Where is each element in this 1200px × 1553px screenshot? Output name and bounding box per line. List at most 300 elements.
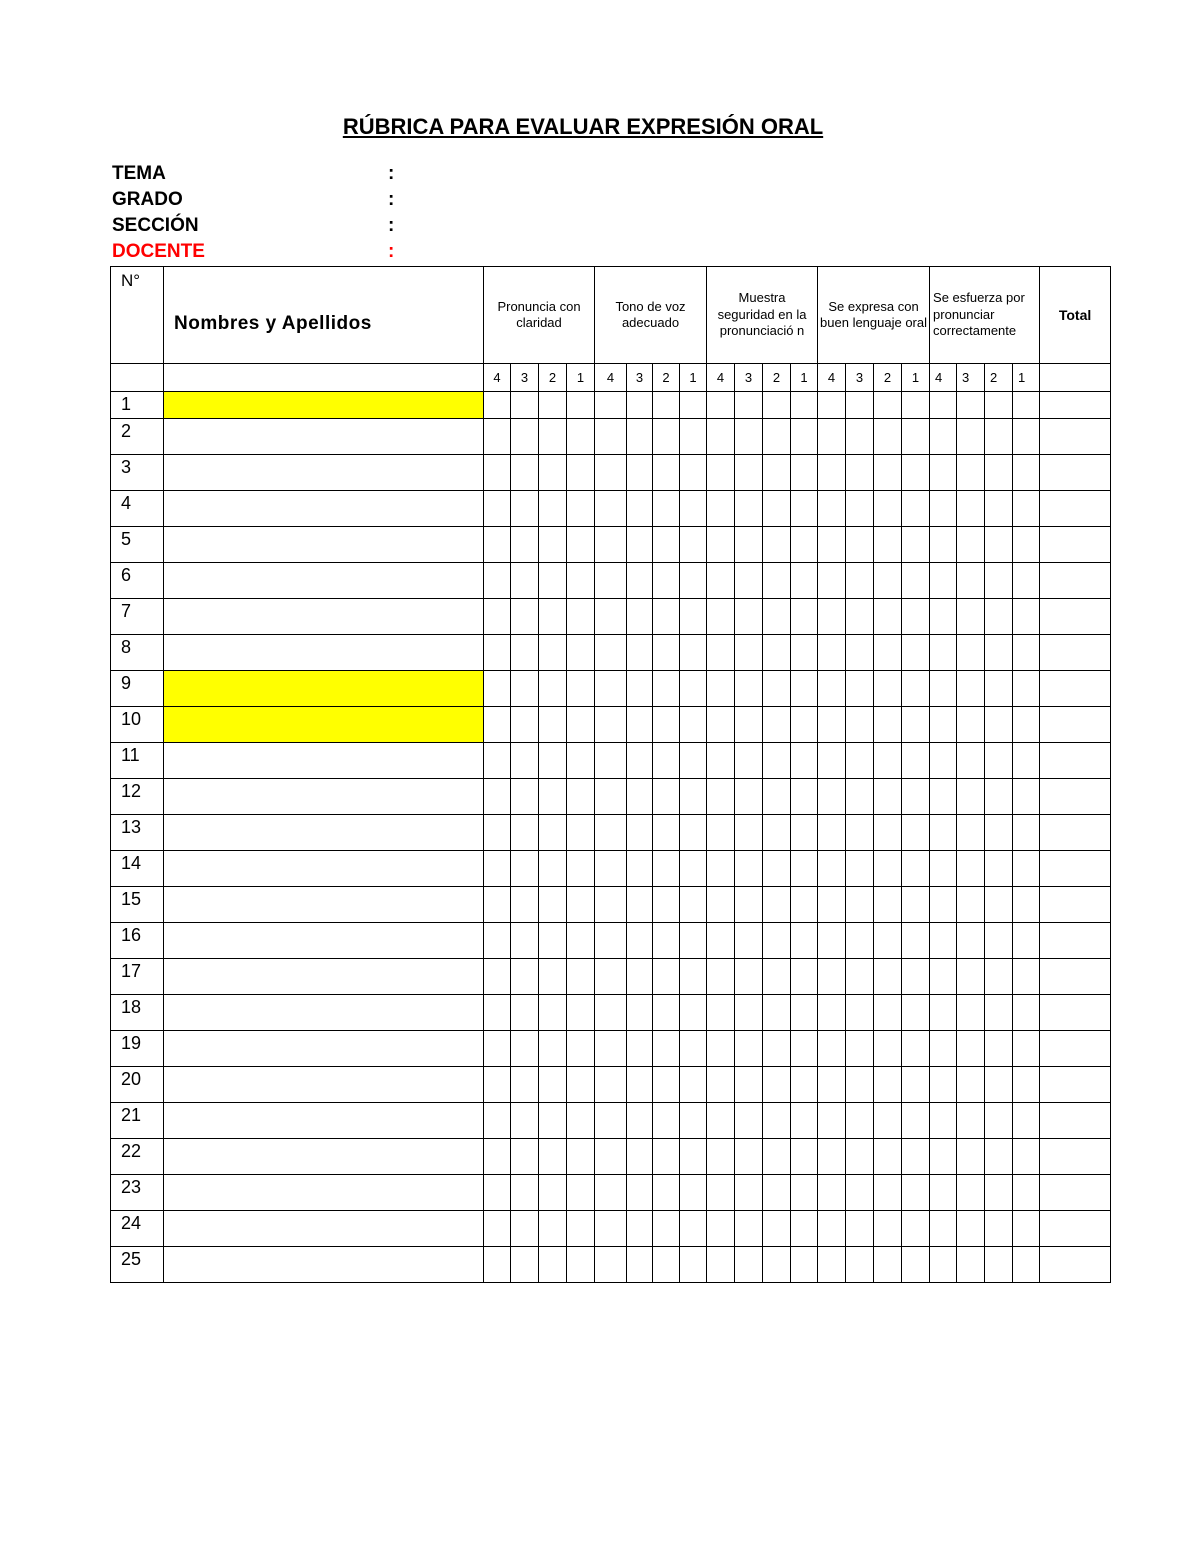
score-cell[interactable] <box>902 419 930 455</box>
student-name-cell[interactable] <box>164 527 484 563</box>
score-cell[interactable] <box>511 527 539 563</box>
score-cell[interactable] <box>680 1067 707 1103</box>
score-cell[interactable] <box>627 671 653 707</box>
score-cell[interactable] <box>707 743 735 779</box>
score-cell[interactable] <box>539 887 567 923</box>
score-cell[interactable] <box>1013 959 1040 995</box>
student-name-cell[interactable] <box>164 635 484 671</box>
score-cell[interactable] <box>763 527 791 563</box>
score-cell[interactable] <box>653 392 680 419</box>
score-cell[interactable] <box>763 1175 791 1211</box>
score-cell[interactable] <box>595 671 627 707</box>
score-cell[interactable] <box>763 995 791 1031</box>
score-cell[interactable] <box>763 491 791 527</box>
score-cell[interactable] <box>511 1103 539 1139</box>
score-cell[interactable] <box>511 887 539 923</box>
score-cell[interactable] <box>735 527 763 563</box>
score-cell[interactable] <box>653 563 680 599</box>
student-name-cell[interactable] <box>164 743 484 779</box>
score-cell[interactable] <box>735 419 763 455</box>
score-cell[interactable] <box>957 1139 985 1175</box>
score-cell[interactable] <box>902 1211 930 1247</box>
score-cell[interactable] <box>1013 815 1040 851</box>
score-cell[interactable] <box>930 1067 957 1103</box>
student-name-cell[interactable] <box>164 707 484 743</box>
score-cell[interactable] <box>957 635 985 671</box>
score-cell[interactable] <box>707 392 735 419</box>
student-name-cell[interactable] <box>164 1031 484 1067</box>
score-cell[interactable] <box>595 851 627 887</box>
score-cell[interactable] <box>1013 923 1040 959</box>
score-cell[interactable] <box>874 1175 902 1211</box>
score-cell[interactable] <box>539 959 567 995</box>
score-cell[interactable] <box>763 563 791 599</box>
score-cell[interactable] <box>511 1067 539 1103</box>
score-cell[interactable] <box>791 1067 818 1103</box>
score-cell[interactable] <box>1013 599 1040 635</box>
score-cell[interactable] <box>874 455 902 491</box>
score-cell[interactable] <box>902 959 930 995</box>
score-cell[interactable] <box>763 707 791 743</box>
score-cell[interactable] <box>680 527 707 563</box>
score-cell[interactable] <box>846 563 874 599</box>
score-cell[interactable] <box>627 563 653 599</box>
score-cell[interactable] <box>957 1211 985 1247</box>
score-cell[interactable] <box>653 1139 680 1175</box>
score-cell[interactable] <box>985 491 1013 527</box>
student-name-cell[interactable] <box>164 392 484 419</box>
score-cell[interactable] <box>957 1031 985 1067</box>
score-cell[interactable] <box>539 455 567 491</box>
score-cell[interactable] <box>818 1211 846 1247</box>
score-cell[interactable] <box>511 743 539 779</box>
score-cell[interactable] <box>874 779 902 815</box>
score-cell[interactable] <box>791 995 818 1031</box>
score-cell[interactable] <box>1013 527 1040 563</box>
score-cell[interactable] <box>874 1031 902 1067</box>
score-cell[interactable] <box>567 491 595 527</box>
student-name-cell[interactable] <box>164 455 484 491</box>
score-cell[interactable] <box>902 995 930 1031</box>
total-cell[interactable] <box>1040 1067 1111 1103</box>
score-cell[interactable] <box>735 392 763 419</box>
score-cell[interactable] <box>902 887 930 923</box>
score-cell[interactable] <box>985 1247 1013 1283</box>
score-cell[interactable] <box>539 1067 567 1103</box>
score-cell[interactable] <box>902 563 930 599</box>
score-cell[interactable] <box>653 815 680 851</box>
score-cell[interactable] <box>874 599 902 635</box>
score-cell[interactable] <box>567 743 595 779</box>
score-cell[interactable] <box>511 1139 539 1175</box>
score-cell[interactable] <box>874 671 902 707</box>
score-cell[interactable] <box>763 1139 791 1175</box>
total-cell[interactable] <box>1040 671 1111 707</box>
score-cell[interactable] <box>595 527 627 563</box>
score-cell[interactable] <box>957 851 985 887</box>
score-cell[interactable] <box>735 851 763 887</box>
score-cell[interactable] <box>484 1211 511 1247</box>
score-cell[interactable] <box>567 1211 595 1247</box>
score-cell[interactable] <box>985 455 1013 491</box>
score-cell[interactable] <box>484 923 511 959</box>
score-cell[interactable] <box>1013 707 1040 743</box>
score-cell[interactable] <box>1013 419 1040 455</box>
score-cell[interactable] <box>791 419 818 455</box>
score-cell[interactable] <box>957 392 985 419</box>
score-cell[interactable] <box>930 455 957 491</box>
score-cell[interactable] <box>930 563 957 599</box>
score-cell[interactable] <box>680 419 707 455</box>
score-cell[interactable] <box>735 887 763 923</box>
score-cell[interactable] <box>595 743 627 779</box>
score-cell[interactable] <box>846 959 874 995</box>
total-cell[interactable] <box>1040 563 1111 599</box>
score-cell[interactable] <box>595 1211 627 1247</box>
score-cell[interactable] <box>707 1247 735 1283</box>
score-cell[interactable] <box>874 1247 902 1283</box>
score-cell[interactable] <box>1013 1247 1040 1283</box>
student-name-cell[interactable] <box>164 563 484 599</box>
score-cell[interactable] <box>735 923 763 959</box>
score-cell[interactable] <box>539 995 567 1031</box>
score-cell[interactable] <box>680 1103 707 1139</box>
student-name-cell[interactable] <box>164 1067 484 1103</box>
score-cell[interactable] <box>627 1031 653 1067</box>
score-cell[interactable] <box>595 815 627 851</box>
score-cell[interactable] <box>539 635 567 671</box>
score-cell[interactable] <box>680 1175 707 1211</box>
score-cell[interactable] <box>1013 1067 1040 1103</box>
score-cell[interactable] <box>707 491 735 527</box>
score-cell[interactable] <box>874 1139 902 1175</box>
score-cell[interactable] <box>1013 995 1040 1031</box>
score-cell[interactable] <box>957 419 985 455</box>
score-cell[interactable] <box>680 959 707 995</box>
score-cell[interactable] <box>595 779 627 815</box>
score-cell[interactable] <box>763 1031 791 1067</box>
score-cell[interactable] <box>791 491 818 527</box>
score-cell[interactable] <box>627 1103 653 1139</box>
score-cell[interactable] <box>595 392 627 419</box>
score-cell[interactable] <box>595 1139 627 1175</box>
score-cell[interactable] <box>791 923 818 959</box>
student-name-cell[interactable] <box>164 1211 484 1247</box>
score-cell[interactable] <box>653 1067 680 1103</box>
score-cell[interactable] <box>511 779 539 815</box>
score-cell[interactable] <box>567 923 595 959</box>
score-cell[interactable] <box>627 1211 653 1247</box>
score-cell[interactable] <box>539 707 567 743</box>
score-cell[interactable] <box>930 1103 957 1139</box>
score-cell[interactable] <box>627 851 653 887</box>
score-cell[interactable] <box>653 671 680 707</box>
score-cell[interactable] <box>957 887 985 923</box>
student-name-cell[interactable] <box>164 599 484 635</box>
score-cell[interactable] <box>567 419 595 455</box>
score-cell[interactable] <box>902 491 930 527</box>
total-cell[interactable] <box>1040 527 1111 563</box>
score-cell[interactable] <box>653 923 680 959</box>
score-cell[interactable] <box>874 923 902 959</box>
score-cell[interactable] <box>818 1031 846 1067</box>
score-cell[interactable] <box>653 959 680 995</box>
score-cell[interactable] <box>653 635 680 671</box>
score-cell[interactable] <box>957 1247 985 1283</box>
score-cell[interactable] <box>846 491 874 527</box>
score-cell[interactable] <box>791 1211 818 1247</box>
score-cell[interactable] <box>735 671 763 707</box>
score-cell[interactable] <box>484 743 511 779</box>
score-cell[interactable] <box>1013 635 1040 671</box>
score-cell[interactable] <box>484 1067 511 1103</box>
score-cell[interactable] <box>484 419 511 455</box>
score-cell[interactable] <box>763 1211 791 1247</box>
score-cell[interactable] <box>902 527 930 563</box>
score-cell[interactable] <box>484 491 511 527</box>
score-cell[interactable] <box>874 887 902 923</box>
total-cell[interactable] <box>1040 1211 1111 1247</box>
score-cell[interactable] <box>539 851 567 887</box>
score-cell[interactable] <box>511 959 539 995</box>
score-cell[interactable] <box>846 419 874 455</box>
score-cell[interactable] <box>791 851 818 887</box>
student-name-cell[interactable] <box>164 491 484 527</box>
score-cell[interactable] <box>567 392 595 419</box>
score-cell[interactable] <box>930 1139 957 1175</box>
score-cell[interactable] <box>957 815 985 851</box>
score-cell[interactable] <box>511 563 539 599</box>
score-cell[interactable] <box>627 743 653 779</box>
score-cell[interactable] <box>707 1067 735 1103</box>
score-cell[interactable] <box>735 1031 763 1067</box>
score-cell[interactable] <box>930 635 957 671</box>
score-cell[interactable] <box>791 1031 818 1067</box>
score-cell[interactable] <box>511 392 539 419</box>
score-cell[interactable] <box>791 455 818 491</box>
score-cell[interactable] <box>985 1067 1013 1103</box>
score-cell[interactable] <box>985 392 1013 419</box>
score-cell[interactable] <box>930 995 957 1031</box>
score-cell[interactable] <box>818 779 846 815</box>
score-cell[interactable] <box>511 1175 539 1211</box>
score-cell[interactable] <box>985 707 1013 743</box>
score-cell[interactable] <box>902 851 930 887</box>
score-cell[interactable] <box>818 959 846 995</box>
score-cell[interactable] <box>567 527 595 563</box>
score-cell[interactable] <box>627 491 653 527</box>
total-cell[interactable] <box>1040 923 1111 959</box>
score-cell[interactable] <box>985 635 1013 671</box>
score-cell[interactable] <box>1013 1103 1040 1139</box>
score-cell[interactable] <box>1013 779 1040 815</box>
total-cell[interactable] <box>1040 455 1111 491</box>
student-name-cell[interactable] <box>164 995 484 1031</box>
score-cell[interactable] <box>930 815 957 851</box>
score-cell[interactable] <box>818 1139 846 1175</box>
score-cell[interactable] <box>957 1067 985 1103</box>
score-cell[interactable] <box>595 887 627 923</box>
total-cell[interactable] <box>1040 491 1111 527</box>
score-cell[interactable] <box>735 815 763 851</box>
score-cell[interactable] <box>735 599 763 635</box>
score-cell[interactable] <box>763 1067 791 1103</box>
score-cell[interactable] <box>735 1211 763 1247</box>
score-cell[interactable] <box>653 1247 680 1283</box>
score-cell[interactable] <box>791 959 818 995</box>
score-cell[interactable] <box>874 743 902 779</box>
score-cell[interactable] <box>653 491 680 527</box>
score-cell[interactable] <box>818 743 846 779</box>
score-cell[interactable] <box>902 1139 930 1175</box>
score-cell[interactable] <box>985 959 1013 995</box>
score-cell[interactable] <box>567 815 595 851</box>
score-cell[interactable] <box>680 815 707 851</box>
score-cell[interactable] <box>985 1175 1013 1211</box>
score-cell[interactable] <box>763 1103 791 1139</box>
score-cell[interactable] <box>846 1139 874 1175</box>
total-cell[interactable] <box>1040 392 1111 419</box>
student-name-cell[interactable] <box>164 1175 484 1211</box>
score-cell[interactable] <box>930 599 957 635</box>
score-cell[interactable] <box>846 995 874 1031</box>
score-cell[interactable] <box>627 1175 653 1211</box>
score-cell[interactable] <box>735 635 763 671</box>
score-cell[interactable] <box>791 635 818 671</box>
score-cell[interactable] <box>567 995 595 1031</box>
score-cell[interactable] <box>567 1067 595 1103</box>
score-cell[interactable] <box>818 1175 846 1211</box>
total-cell[interactable] <box>1040 887 1111 923</box>
score-cell[interactable] <box>930 1247 957 1283</box>
score-cell[interactable] <box>511 671 539 707</box>
score-cell[interactable] <box>763 635 791 671</box>
score-cell[interactable] <box>957 563 985 599</box>
score-cell[interactable] <box>484 995 511 1031</box>
score-cell[interactable] <box>707 635 735 671</box>
score-cell[interactable] <box>539 779 567 815</box>
score-cell[interactable] <box>735 1139 763 1175</box>
score-cell[interactable] <box>957 1103 985 1139</box>
score-cell[interactable] <box>902 635 930 671</box>
score-cell[interactable] <box>791 563 818 599</box>
score-cell[interactable] <box>653 851 680 887</box>
score-cell[interactable] <box>680 851 707 887</box>
score-cell[interactable] <box>874 815 902 851</box>
score-cell[interactable] <box>818 635 846 671</box>
score-cell[interactable] <box>930 419 957 455</box>
score-cell[interactable] <box>680 995 707 1031</box>
score-cell[interactable] <box>1013 887 1040 923</box>
score-cell[interactable] <box>791 527 818 563</box>
score-cell[interactable] <box>1013 743 1040 779</box>
score-cell[interactable] <box>680 779 707 815</box>
score-cell[interactable] <box>539 923 567 959</box>
student-name-cell[interactable] <box>164 851 484 887</box>
score-cell[interactable] <box>735 1247 763 1283</box>
student-name-cell[interactable] <box>164 959 484 995</box>
score-cell[interactable] <box>846 1247 874 1283</box>
score-cell[interactable] <box>627 1247 653 1283</box>
score-cell[interactable] <box>874 563 902 599</box>
total-cell[interactable] <box>1040 1247 1111 1283</box>
score-cell[interactable] <box>902 707 930 743</box>
score-cell[interactable] <box>511 815 539 851</box>
score-cell[interactable] <box>539 392 567 419</box>
score-cell[interactable] <box>707 959 735 995</box>
total-cell[interactable] <box>1040 815 1111 851</box>
score-cell[interactable] <box>511 599 539 635</box>
score-cell[interactable] <box>680 455 707 491</box>
score-cell[interactable] <box>627 959 653 995</box>
score-cell[interactable] <box>874 1067 902 1103</box>
score-cell[interactable] <box>511 1211 539 1247</box>
score-cell[interactable] <box>653 1175 680 1211</box>
score-cell[interactable] <box>707 527 735 563</box>
score-cell[interactable] <box>567 1103 595 1139</box>
score-cell[interactable] <box>791 1103 818 1139</box>
score-cell[interactable] <box>484 392 511 419</box>
score-cell[interactable] <box>930 671 957 707</box>
score-cell[interactable] <box>567 851 595 887</box>
student-name-cell[interactable] <box>164 815 484 851</box>
score-cell[interactable] <box>567 455 595 491</box>
score-cell[interactable] <box>957 599 985 635</box>
score-cell[interactable] <box>985 1031 1013 1067</box>
score-cell[interactable] <box>680 635 707 671</box>
score-cell[interactable] <box>484 779 511 815</box>
score-cell[interactable] <box>511 851 539 887</box>
score-cell[interactable] <box>735 707 763 743</box>
score-cell[interactable] <box>818 707 846 743</box>
score-cell[interactable] <box>957 995 985 1031</box>
score-cell[interactable] <box>930 851 957 887</box>
score-cell[interactable] <box>707 671 735 707</box>
score-cell[interactable] <box>874 851 902 887</box>
score-cell[interactable] <box>791 392 818 419</box>
score-cell[interactable] <box>539 1139 567 1175</box>
total-cell[interactable] <box>1040 599 1111 635</box>
student-name-cell[interactable] <box>164 887 484 923</box>
score-cell[interactable] <box>707 851 735 887</box>
score-cell[interactable] <box>818 887 846 923</box>
score-cell[interactable] <box>957 491 985 527</box>
score-cell[interactable] <box>902 392 930 419</box>
score-cell[interactable] <box>874 959 902 995</box>
score-cell[interactable] <box>707 1031 735 1067</box>
score-cell[interactable] <box>595 1067 627 1103</box>
score-cell[interactable] <box>680 563 707 599</box>
score-cell[interactable] <box>846 707 874 743</box>
score-cell[interactable] <box>484 1247 511 1283</box>
score-cell[interactable] <box>985 563 1013 599</box>
score-cell[interactable] <box>653 1031 680 1067</box>
score-cell[interactable] <box>484 1139 511 1175</box>
score-cell[interactable] <box>707 455 735 491</box>
score-cell[interactable] <box>627 419 653 455</box>
score-cell[interactable] <box>539 1211 567 1247</box>
score-cell[interactable] <box>874 635 902 671</box>
total-cell[interactable] <box>1040 707 1111 743</box>
score-cell[interactable] <box>763 392 791 419</box>
score-cell[interactable] <box>846 1067 874 1103</box>
score-cell[interactable] <box>846 815 874 851</box>
score-cell[interactable] <box>1013 851 1040 887</box>
score-cell[interactable] <box>818 455 846 491</box>
score-cell[interactable] <box>818 815 846 851</box>
score-cell[interactable] <box>1013 392 1040 419</box>
score-cell[interactable] <box>930 392 957 419</box>
